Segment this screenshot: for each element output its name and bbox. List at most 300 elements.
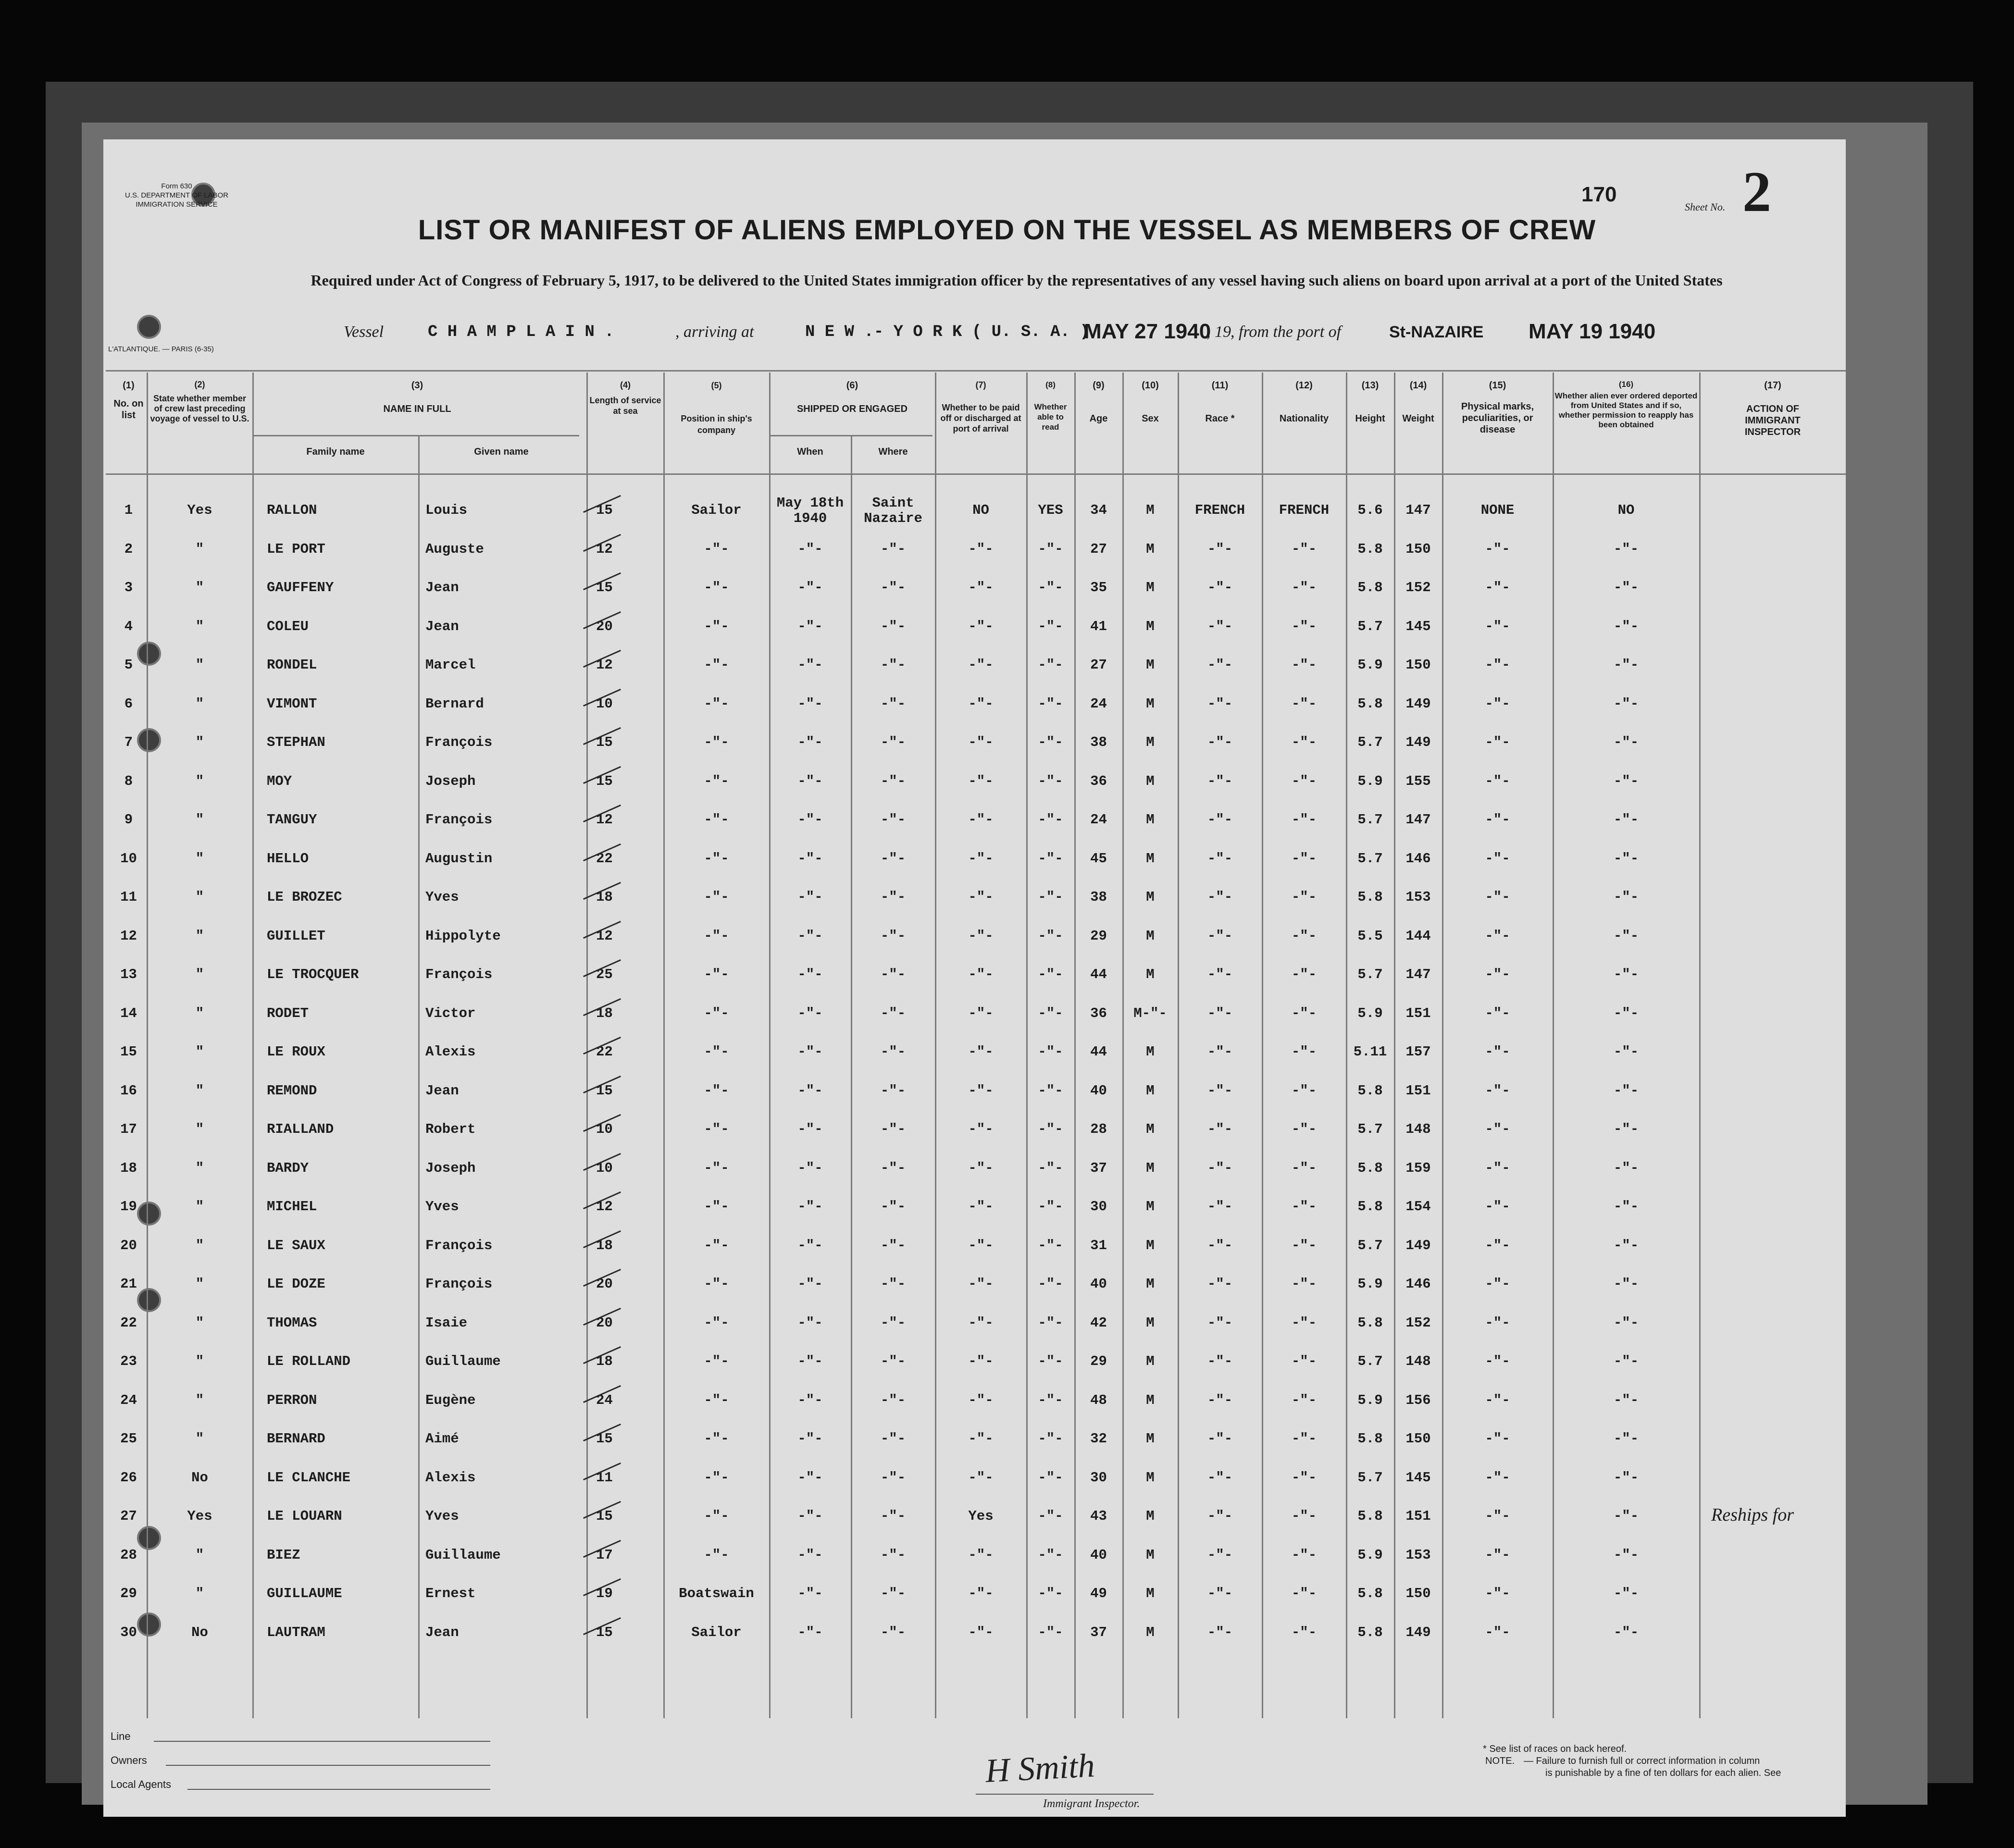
cell-paid: -"-: [968, 967, 994, 982]
cell-read: -"-: [1038, 1353, 1063, 1369]
cell-family: RALLON: [267, 502, 317, 518]
cell-marks: -"-: [1485, 657, 1510, 673]
cell-height: 5.8: [1357, 1508, 1383, 1524]
cell-position: -"-: [704, 1044, 729, 1060]
cell-where: -"-: [880, 1005, 906, 1021]
cell-nationality: -"-: [1291, 851, 1317, 867]
header-name: (3) NAME IN FULL: [383, 380, 451, 414]
cell-weight: 151: [1405, 1005, 1431, 1021]
cell-sex: M: [1146, 1199, 1155, 1215]
cell-when: -"-: [797, 541, 823, 557]
cell-sex: M: [1146, 773, 1155, 789]
cell-paid: -"-: [968, 1547, 994, 1563]
cell-given: Jean: [425, 1625, 459, 1640]
cell-height: 5.9: [1357, 657, 1383, 673]
cell-height: 5.9: [1357, 1276, 1383, 1292]
cell-prev: ": [195, 1276, 204, 1292]
cell-age: 32: [1090, 1431, 1107, 1447]
cell-race: FRENCH: [1194, 502, 1245, 518]
cell-service: 19: [596, 1586, 613, 1601]
cell-when: -"-: [797, 1508, 823, 1524]
cell-deported: -"-: [1613, 1353, 1639, 1369]
cell-service: 12: [596, 928, 613, 944]
cell-where: -"-: [880, 1083, 906, 1099]
cell-service: 15: [596, 1431, 613, 1447]
cell-given: Victor: [425, 1005, 476, 1021]
cell-nationality: -"-: [1291, 812, 1317, 828]
cell-prev: ": [195, 1353, 204, 1369]
cell-position: -"-: [704, 928, 729, 944]
header-when: When: [797, 446, 823, 457]
cell-given: Joseph: [425, 773, 476, 789]
cell-position: -"-: [704, 851, 729, 867]
cell-weight: 156: [1405, 1392, 1431, 1408]
cell-age: 30: [1090, 1199, 1107, 1215]
cell-age: 37: [1090, 1160, 1107, 1176]
cell-sex: M: [1146, 1586, 1155, 1601]
cell-given: François: [425, 1276, 493, 1292]
cell-paid: -"-: [968, 1353, 994, 1369]
cell-no: 5: [124, 657, 133, 673]
cell-deported: -"-: [1613, 967, 1639, 982]
cell-read: -"-: [1038, 1276, 1063, 1292]
cell-marks: -"-: [1485, 889, 1510, 905]
cell-paid: -"-: [968, 696, 994, 712]
cell-family: STEPHAN: [267, 734, 325, 750]
cell-weight: 150: [1405, 657, 1431, 673]
cell-service: 22: [596, 1044, 613, 1060]
cell-position: -"-: [704, 1392, 729, 1408]
cell-weight: 146: [1405, 851, 1431, 867]
cell-weight: 149: [1405, 1625, 1431, 1640]
cell-position: -"-: [704, 1431, 729, 1447]
cell-deported: -"-: [1613, 1431, 1639, 1447]
cell-when: -"-: [797, 1083, 823, 1099]
cell-marks: -"-: [1485, 1083, 1510, 1099]
header-height: (13) Height: [1355, 380, 1385, 424]
cell-paid: -"-: [968, 1625, 994, 1640]
cell-prev: ": [195, 1586, 204, 1601]
cell-nationality: -"-: [1291, 1238, 1317, 1253]
cell-sex: M: [1146, 1392, 1155, 1408]
cell-sex: M: [1146, 502, 1155, 518]
cell-deported: -"-: [1613, 1547, 1639, 1563]
from-label: , from the port of: [1231, 323, 1342, 341]
cell-service: 18: [596, 889, 613, 905]
cell-service: 24: [596, 1392, 613, 1408]
cell-weight: 147: [1405, 502, 1431, 518]
cell-deported: -"-: [1613, 580, 1639, 595]
cell-no: 15: [120, 1044, 137, 1060]
cell-read: -"-: [1038, 1044, 1063, 1060]
cell-prev: ": [195, 773, 204, 789]
cell-service: 10: [596, 696, 613, 712]
cell-where: -"-: [880, 696, 906, 712]
from-port: St-NAZAIRE: [1389, 323, 1484, 341]
cell-read: -"-: [1038, 773, 1063, 789]
cell-no: 20: [120, 1238, 137, 1253]
cell-prev: ": [195, 1121, 204, 1137]
cell-family: LE TROCQUER: [267, 967, 359, 982]
punch-hole: [137, 1526, 161, 1550]
cell-paid: -"-: [968, 734, 994, 750]
cell-race: -"-: [1207, 1005, 1233, 1021]
cell-read: -"-: [1038, 889, 1063, 905]
cell-marks: -"-: [1485, 696, 1510, 712]
cell-paid: -"-: [968, 928, 994, 944]
cell-paid: -"-: [968, 1470, 994, 1486]
printer-mark: L'ATLANTIQUE. — PARIS (6-35): [108, 345, 214, 353]
inspector-label: Immigrant Inspector.: [1043, 1798, 1140, 1810]
cell-given: Jean: [425, 619, 459, 634]
cell-prev: ": [195, 967, 204, 982]
cell-sex: M: [1146, 734, 1155, 750]
cell-where: -"-: [880, 967, 906, 982]
cell-paid: -"-: [968, 1121, 994, 1137]
cell-paid: Yes: [968, 1508, 994, 1524]
cell-nationality: -"-: [1291, 1121, 1317, 1137]
cell-weight: 155: [1405, 773, 1431, 789]
cell-family: COLEU: [267, 619, 309, 634]
cell-family: VIMONT: [267, 696, 317, 712]
cell-paid: NO: [972, 502, 989, 518]
cell-weight: 151: [1405, 1083, 1431, 1099]
cell-prev: Yes: [187, 1508, 212, 1524]
cell-height: 5.8: [1357, 1431, 1383, 1447]
cell-marks: -"-: [1485, 1353, 1510, 1369]
page-number: 170: [1581, 183, 1617, 206]
cell-nationality: -"-: [1291, 1005, 1317, 1021]
cell-race: -"-: [1207, 580, 1233, 595]
cell-paid: -"-: [968, 1431, 994, 1447]
cell-weight: 154: [1405, 1199, 1431, 1215]
column-divider: [252, 372, 254, 1718]
cell-deported: -"-: [1613, 1315, 1639, 1331]
cell-prev: ": [195, 580, 204, 595]
cell-deported: -"-: [1613, 1276, 1639, 1292]
cell-prev: ": [195, 696, 204, 712]
cell-race: -"-: [1207, 1470, 1233, 1486]
cell-height: 5.8: [1357, 696, 1383, 712]
cell-family: HELLO: [267, 851, 309, 867]
cell-paid: -"-: [968, 619, 994, 634]
cell-given: Louis: [425, 502, 468, 518]
cell-position: Sailor: [691, 1625, 742, 1640]
cell-age: 41: [1090, 619, 1107, 634]
cell-family: LE ROUX: [267, 1044, 325, 1060]
cell-marks: -"-: [1485, 1160, 1510, 1176]
cell-given: Jean: [425, 1083, 459, 1099]
cell-service: 18: [596, 1238, 613, 1253]
cell-height: 5.7: [1357, 967, 1383, 982]
cell-nationality: -"-: [1291, 889, 1317, 905]
cell-marks: -"-: [1485, 1276, 1510, 1292]
cell-paid: -"-: [968, 1238, 994, 1253]
cell-when: -"-: [797, 1044, 823, 1060]
cell-service: 20: [596, 1276, 613, 1292]
cell-weight: 149: [1405, 696, 1431, 712]
cell-race: -"-: [1207, 928, 1233, 944]
cell-deported: -"-: [1613, 1121, 1639, 1137]
cell-no: 1: [124, 502, 133, 518]
cell-race: -"-: [1207, 1160, 1233, 1176]
cell-nationality: -"-: [1291, 1160, 1317, 1176]
cell-family: LE CLANCHE: [267, 1470, 351, 1486]
cell-nationality: -"-: [1291, 619, 1317, 634]
cell-given: Marcel: [425, 657, 476, 673]
cell-when: -"-: [797, 889, 823, 905]
cell-age: 28: [1090, 1121, 1107, 1137]
header-paid-off: (7) Whether to be paid off or discharged at port of arrival: [940, 380, 1021, 434]
name-subheader-rule: [252, 435, 579, 436]
cell-nationality: -"-: [1291, 1508, 1317, 1524]
cell-prev: ": [195, 619, 204, 634]
cell-height: 5.7: [1357, 1121, 1383, 1137]
cell-nationality: -"-: [1291, 1199, 1317, 1215]
cell-paid: -"-: [968, 541, 994, 557]
cell-family: LE PORT: [267, 541, 325, 557]
cell-deported: -"-: [1613, 1392, 1639, 1408]
cell-service: 12: [596, 541, 613, 557]
cell-sex: M: [1146, 889, 1155, 905]
cell-deported: -"-: [1613, 1586, 1639, 1601]
cell-weight: 148: [1405, 1353, 1431, 1369]
cell-prev: ": [195, 1238, 204, 1253]
cell-position: -"-: [704, 1199, 729, 1215]
cell-given: Guillaume: [425, 1547, 501, 1563]
cell-where: -"-: [880, 1238, 906, 1253]
cell-sex: M: [1146, 812, 1155, 828]
cell-given: Jean: [425, 580, 459, 595]
departure-stamp: MAY 19 1940: [1529, 320, 1656, 343]
header-family-name: Family name: [306, 446, 365, 457]
cell-deported: -"-: [1613, 734, 1639, 750]
cell-age: 37: [1090, 1625, 1107, 1640]
cell-height: 5.7: [1357, 812, 1383, 828]
cell-family: LE BROZEC: [267, 889, 342, 905]
cell-nationality: -"-: [1291, 1044, 1317, 1060]
cell-race: -"-: [1207, 1353, 1233, 1369]
cell-service: 12: [596, 657, 613, 673]
cell-age: 35: [1090, 580, 1107, 595]
cell-service: 12: [596, 1199, 613, 1215]
cell-deported: NO: [1617, 502, 1635, 518]
cell-family: THOMAS: [267, 1315, 317, 1331]
cell-weight: 145: [1405, 1470, 1431, 1486]
cell-height: 5.8: [1357, 541, 1383, 557]
cell-where: -"-: [880, 1315, 906, 1331]
cell-position: -"-: [704, 1238, 729, 1253]
cell-deported: -"-: [1613, 1083, 1639, 1099]
cell-no: 30: [120, 1625, 137, 1640]
cell-position: -"-: [704, 1315, 729, 1331]
page-title: LIST OR MANIFEST OF ALIENS EMPLOYED ON THE VESSEL AS MEMBERS OF CREW: [418, 214, 1596, 246]
cell-where: -"-: [880, 1121, 906, 1137]
cell-deported: -"-: [1613, 696, 1639, 712]
note-text: — Failure to furnish full or correct information in column: [1524, 1756, 1760, 1766]
cell-position: -"-: [704, 812, 729, 828]
cell-when: -"-: [797, 1392, 823, 1408]
header-sex: (10) Sex: [1142, 380, 1159, 424]
cell-race: -"-: [1207, 1083, 1233, 1099]
header-deported: (16) Whether alien ever ordered deported from United States and if so, whether permission to reapply has been obtained: [1554, 380, 1698, 429]
cell-no: 27: [120, 1508, 137, 1524]
cell-marks: -"-: [1485, 541, 1510, 557]
cell-marks: -"-: [1485, 1315, 1510, 1331]
cell-height: 5.11: [1353, 1044, 1387, 1060]
cell-nationality: -"-: [1291, 1625, 1317, 1640]
cell-family: LE SAUX: [267, 1238, 325, 1253]
cell-race: -"-: [1207, 812, 1233, 828]
cell-when: -"-: [797, 1470, 823, 1486]
cell-service: 17: [596, 1547, 613, 1563]
cell-read: -"-: [1038, 1392, 1063, 1408]
cell-service: 12: [596, 812, 613, 828]
cell-weight: 159: [1405, 1160, 1431, 1176]
cell-height: 5.8: [1357, 1083, 1383, 1099]
cell-prev: ": [195, 889, 204, 905]
cell-read: -"-: [1038, 657, 1063, 673]
cell-prev: ": [195, 734, 204, 750]
cell-age: 36: [1090, 1005, 1107, 1021]
cell-service: 22: [596, 851, 613, 867]
cell-service: 15: [596, 1083, 613, 1099]
cell-read: -"-: [1038, 1160, 1063, 1176]
cell-race: -"-: [1207, 657, 1233, 673]
cell-family: BIEZ: [267, 1547, 300, 1563]
cell-position: -"-: [704, 889, 729, 905]
cell-race: -"-: [1207, 734, 1233, 750]
cell-family: BERNARD: [267, 1431, 325, 1447]
cell-sex: M: [1146, 851, 1155, 867]
cell-no: 24: [120, 1392, 137, 1408]
cell-position: -"-: [704, 1470, 729, 1486]
cell-when: -"-: [797, 773, 823, 789]
cell-given: François: [425, 734, 493, 750]
header-action: (17) ACTION OF IMMIGRANT INSPECTOR: [1744, 380, 1801, 437]
cell-given: Aimé: [425, 1431, 459, 1447]
cell-sex: M: [1146, 580, 1155, 595]
cell-read: -"-: [1038, 967, 1063, 982]
cell-deported: -"-: [1613, 657, 1639, 673]
cell-nationality: -"-: [1291, 657, 1317, 673]
cell-where: -"-: [880, 657, 906, 673]
cell-race: -"-: [1207, 851, 1233, 867]
cell-age: 40: [1090, 1547, 1107, 1563]
cell-when: -"-: [797, 1005, 823, 1021]
header-read: (8) Whether able to read: [1034, 380, 1067, 432]
cell-prev: ": [195, 1431, 204, 1447]
cell-family: RIALLAND: [267, 1121, 334, 1137]
cell-position: -"-: [704, 773, 729, 789]
cell-marks: -"-: [1485, 619, 1510, 634]
cell-nationality: -"-: [1291, 1392, 1317, 1408]
cell-service: 15: [596, 1625, 613, 1640]
cell-paid: -"-: [968, 889, 994, 905]
cell-family: LE ROLLAND: [267, 1353, 351, 1369]
cell-when: -"-: [797, 580, 823, 595]
cell-family: LAUTRAM: [267, 1625, 325, 1640]
cell-where: -"-: [880, 1160, 906, 1176]
cell-prev: ": [195, 1044, 204, 1060]
cell-where: -"-: [880, 734, 906, 750]
cell-deported: -"-: [1613, 812, 1639, 828]
cell-age: 27: [1090, 657, 1107, 673]
cell-no: 29: [120, 1586, 137, 1601]
cell-family: MOY: [267, 773, 292, 789]
cell-paid: -"-: [968, 1083, 994, 1099]
cell-read: -"-: [1038, 1470, 1063, 1486]
cell-position: -"-: [704, 696, 729, 712]
cell-where: -"-: [880, 1392, 906, 1408]
cell-read: -"-: [1038, 734, 1063, 750]
cell-when: -"-: [797, 696, 823, 712]
cell-height: 5.7: [1357, 734, 1383, 750]
cell-marks: NONE: [1480, 502, 1515, 518]
cell-when: -"-: [797, 812, 823, 828]
cell-where: -"-: [880, 1044, 906, 1060]
cell-paid: -"-: [968, 1005, 994, 1021]
cell-nationality: -"-: [1291, 1315, 1317, 1331]
cell-sex: M: [1146, 1625, 1155, 1640]
cell-race: -"-: [1207, 773, 1233, 789]
cell-where: -"-: [880, 851, 906, 867]
cell-prev: ": [195, 1160, 204, 1176]
cell-race: -"-: [1207, 619, 1233, 634]
cell-sex: M: [1146, 1238, 1155, 1253]
cell-paid: -"-: [968, 1392, 994, 1408]
cell-height: 5.7: [1357, 619, 1383, 634]
cell-paid: -"-: [968, 657, 994, 673]
cell-when: -"-: [797, 734, 823, 750]
header-weight: (14) Weight: [1402, 380, 1434, 424]
cell-given: Eugène: [425, 1392, 476, 1408]
cell-age: 49: [1090, 1586, 1107, 1601]
cell-sex: M: [1146, 1315, 1155, 1331]
cell-where: -"-: [880, 619, 906, 634]
cell-family: RONDEL: [267, 657, 317, 673]
cell-marks: -"-: [1485, 812, 1510, 828]
cell-position: -"-: [704, 541, 729, 557]
cell-age: 38: [1090, 734, 1107, 750]
cell-sex: M: [1146, 1044, 1155, 1060]
cell-where: -"-: [880, 1276, 906, 1292]
cell-height: 5.8: [1357, 1586, 1383, 1601]
header-shipped: (6) SHIPPED OR ENGAGED: [796, 380, 908, 414]
cell-read: -"-: [1038, 1083, 1063, 1099]
cell-no: 2: [124, 541, 133, 557]
cell-race: -"-: [1207, 1431, 1233, 1447]
cell-no: 18: [120, 1160, 137, 1176]
cell-age: 34: [1090, 502, 1107, 518]
cell-age: 29: [1090, 1353, 1107, 1369]
cell-no: 21: [120, 1276, 137, 1292]
cell-prev: ": [195, 851, 204, 867]
cell-given: Alexis: [425, 1470, 476, 1486]
cell-deported: -"-: [1613, 928, 1639, 944]
cell-read: -"-: [1038, 1315, 1063, 1331]
cell-weight: 146: [1405, 1276, 1431, 1292]
cell-given: Yves: [425, 1199, 459, 1215]
cell-service: 25: [596, 967, 613, 982]
cell-weight: 150: [1405, 541, 1431, 557]
cell-nationality: -"-: [1291, 928, 1317, 944]
cell-read: -"-: [1038, 1586, 1063, 1601]
cell-when: -"-: [797, 1586, 823, 1601]
cell-height: 5.5: [1357, 928, 1383, 944]
cell-no: 3: [124, 580, 133, 595]
cell-marks: -"-: [1485, 1586, 1510, 1601]
